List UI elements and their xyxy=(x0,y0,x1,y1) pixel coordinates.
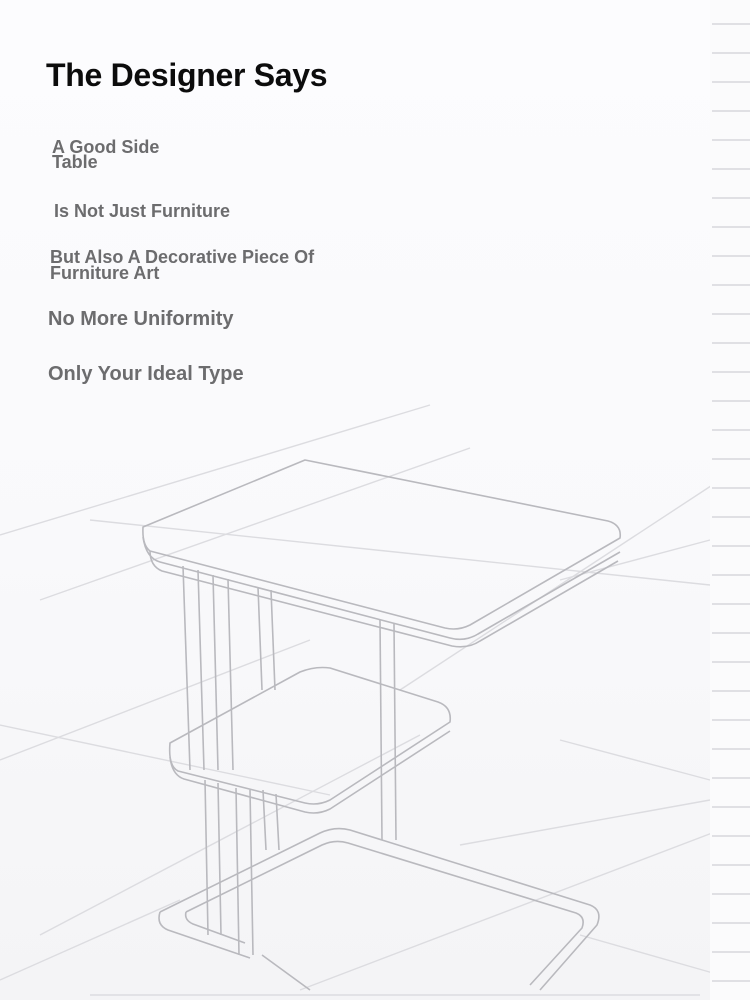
tagline-line-2: Is Not Just Furniture xyxy=(54,201,231,221)
tagline-block xyxy=(0,0,420,420)
tagline-line-1: A Good Side Table xyxy=(52,137,160,172)
page-title: The Designer Says xyxy=(46,57,328,93)
tagline-line-5: Only Your Ideal Type xyxy=(48,363,244,385)
tagline-line-4: No More Uniformity xyxy=(48,308,234,330)
tagline-line-3: But Also A Decorative Piece Of Furniture Art xyxy=(50,247,315,283)
